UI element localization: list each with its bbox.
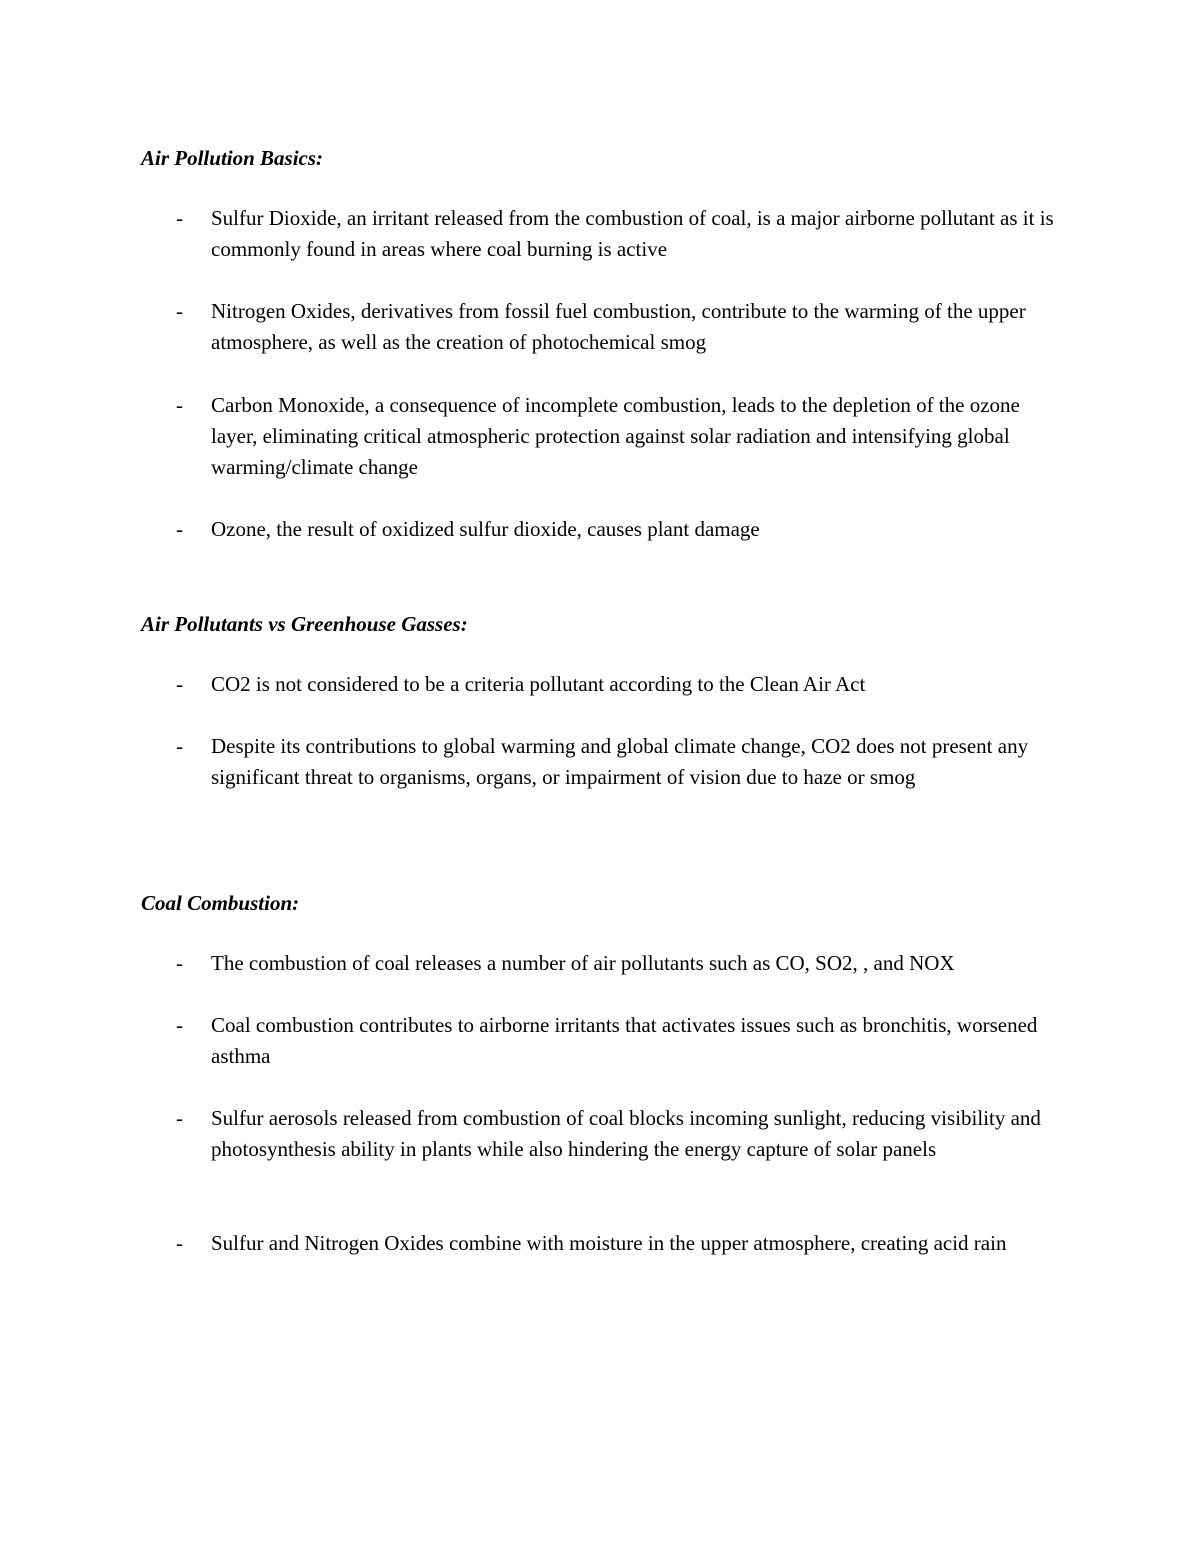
bullet-dash: - bbox=[176, 393, 183, 417]
section-heading-air-pollutants-vs-greenhouse-gasses: Air Pollutants vs Greenhouse Gasses: bbox=[141, 612, 468, 636]
list-item-text: Ozone, the result of oxidized sulfur dioxide, causes plant damage bbox=[211, 517, 760, 541]
list-item-text: The combustion of coal releases a number of air pollutants such as CO, SO2, , and NOX bbox=[211, 951, 955, 975]
bullet-dash: - bbox=[176, 672, 183, 696]
list-item-text: Nitrogen Oxides, derivatives from fossil fuel combustion, contribute to the warming of the upper atmosphere, as well as the creation of photochemical smog bbox=[211, 299, 1026, 354]
list-item-text: Sulfur Dioxide, an irritant released from the combustion of coal, is a major airborne pollutant as it is commonly found in areas where coal burning is active bbox=[211, 206, 1054, 261]
list-item-text: Sulfur and Nitrogen Oxides combine with moisture in the upper atmosphere, creating acid rain bbox=[211, 1231, 1007, 1255]
bullet-dash: - bbox=[176, 1013, 183, 1037]
list-item-text: Sulfur aerosols released from combustion of coal blocks incoming sunlight, reducing visibility and photosynthesis ability in plants while also hindering the energy capture of solar panels bbox=[211, 1106, 1041, 1161]
section-heading-air-pollution-basics: Air Pollution Basics: bbox=[141, 146, 324, 170]
bullet-dash: - bbox=[176, 299, 183, 323]
section-heading-coal-combustion: Coal Combustion: bbox=[141, 891, 300, 915]
bullet-dash: - bbox=[176, 517, 183, 541]
bullet-dash: - bbox=[176, 1106, 183, 1130]
list-item-text: Coal combustion contributes to airborne irritants that activates issues such as bronchitis, worsened asthma bbox=[211, 1013, 1038, 1068]
list-item-text: Carbon Monoxide, a consequence of incomplete combustion, leads to the depletion of the ozone layer, eliminating critical atmospheric protection against solar radiation and intensifying global warming/climate change bbox=[211, 393, 1020, 479]
bullet-dash: - bbox=[176, 951, 183, 975]
list-item-text: Despite its contributions to global warming and global climate change, CO2 does not present any significant threat to organisms, organs, or impairment of vision due to haze or smog bbox=[211, 734, 1029, 789]
bullet-dash: - bbox=[176, 734, 183, 758]
bullet-dash: - bbox=[176, 206, 183, 230]
list-item-text: CO2 is not considered to be a criteria pollutant according to the Clean Air Act bbox=[211, 672, 866, 696]
bullet-dash: - bbox=[176, 1231, 183, 1255]
